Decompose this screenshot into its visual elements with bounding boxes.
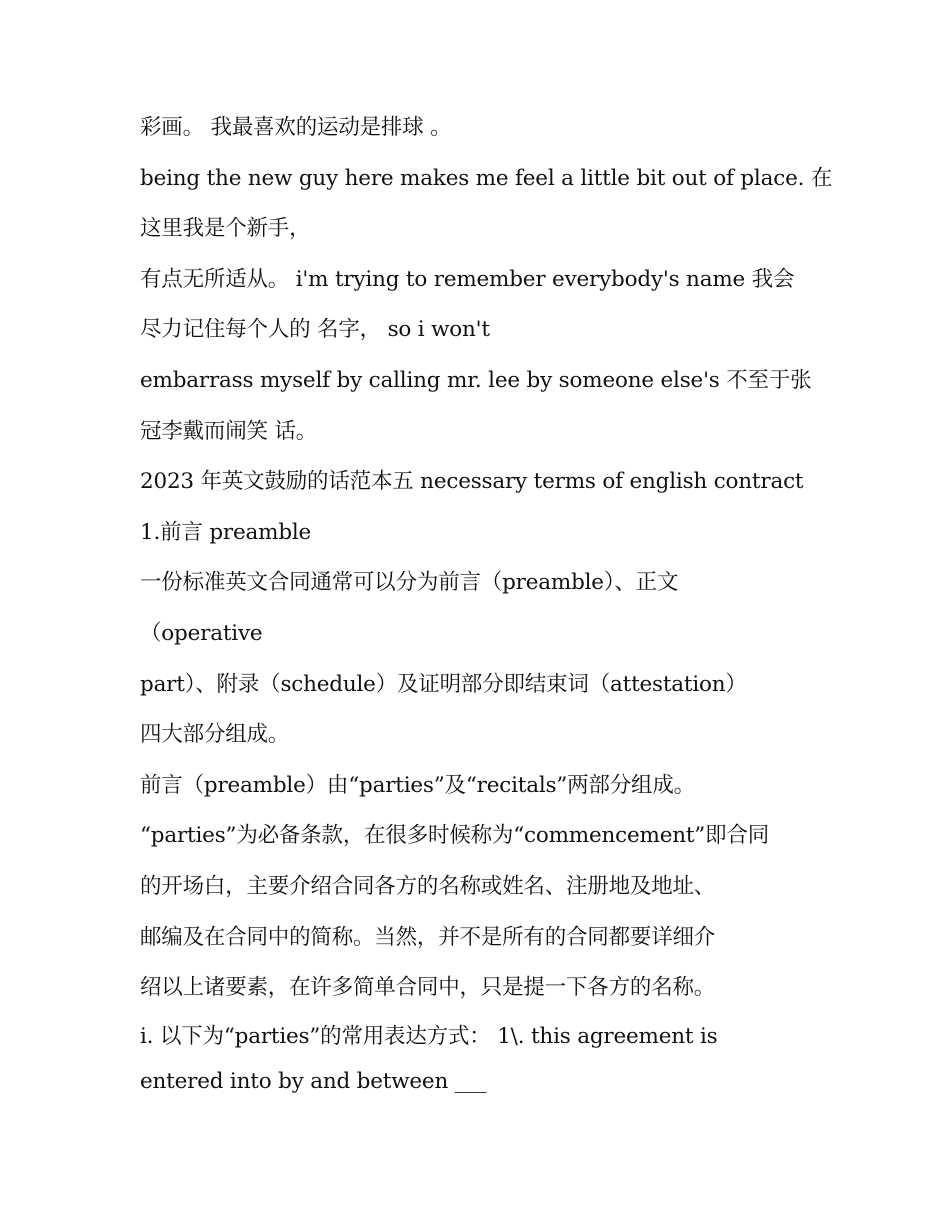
text-line: 彩画。 我最喜欢的运动是排球 。 — [140, 115, 452, 140]
text-line: 有点无所适从。 i'm trying to remember everybody's name 我会 — [140, 266, 795, 292]
text-line: 这里我是个新手， — [140, 216, 311, 242]
text-line: entered into by and between ___ — [140, 1068, 487, 1094]
text-line: 绍以上诸要素，在许多简单合同中，只是提一下各方的名称。 — [140, 975, 716, 1001]
text-line: 一份标准英文合同通常可以分为前言（preamble）、正文 — [140, 570, 679, 596]
text-line: 尽力记住每个人的 名字， so i won't — [140, 317, 490, 343]
text-line: 冠李戴而闹笑 话。 — [140, 418, 318, 444]
text-line: （operative — [140, 620, 263, 646]
subsection-heading: 1.前言 preamble — [140, 519, 312, 545]
text-line: 的开场白，主要介绍合同各方的名称或姓名、注册地及地址、 — [140, 873, 716, 899]
text-line: 前言（preamble）由“parties”及“recitals”两部分组成。 — [140, 772, 695, 798]
text-line: “parties”为必备条款，在很多时候称为“commencement”即合同 — [140, 823, 769, 849]
text-line: 邮编及在合同中的简称。当然，并不是所有的合同都要详细介 — [140, 924, 716, 950]
text-line: embarrass myself by calling mr. lee by someone else's 不至于张 — [140, 367, 812, 393]
section-heading: 2023 年英文鼓励的话范本五 necessary terms of english contract — [140, 469, 804, 495]
text-line: being the new guy here makes me feel a little bit out of place. 在 — [140, 165, 833, 191]
document-body — [140, 103, 833, 1104]
text-line: i. 以下为“parties”的常用表达方式： 1\. this agreement is — [140, 1023, 718, 1049]
text-line: part）、附录（schedule）及证明部分即结束词（attestation） — [140, 671, 747, 697]
text-line: 四大部分组成。 — [140, 722, 290, 748]
